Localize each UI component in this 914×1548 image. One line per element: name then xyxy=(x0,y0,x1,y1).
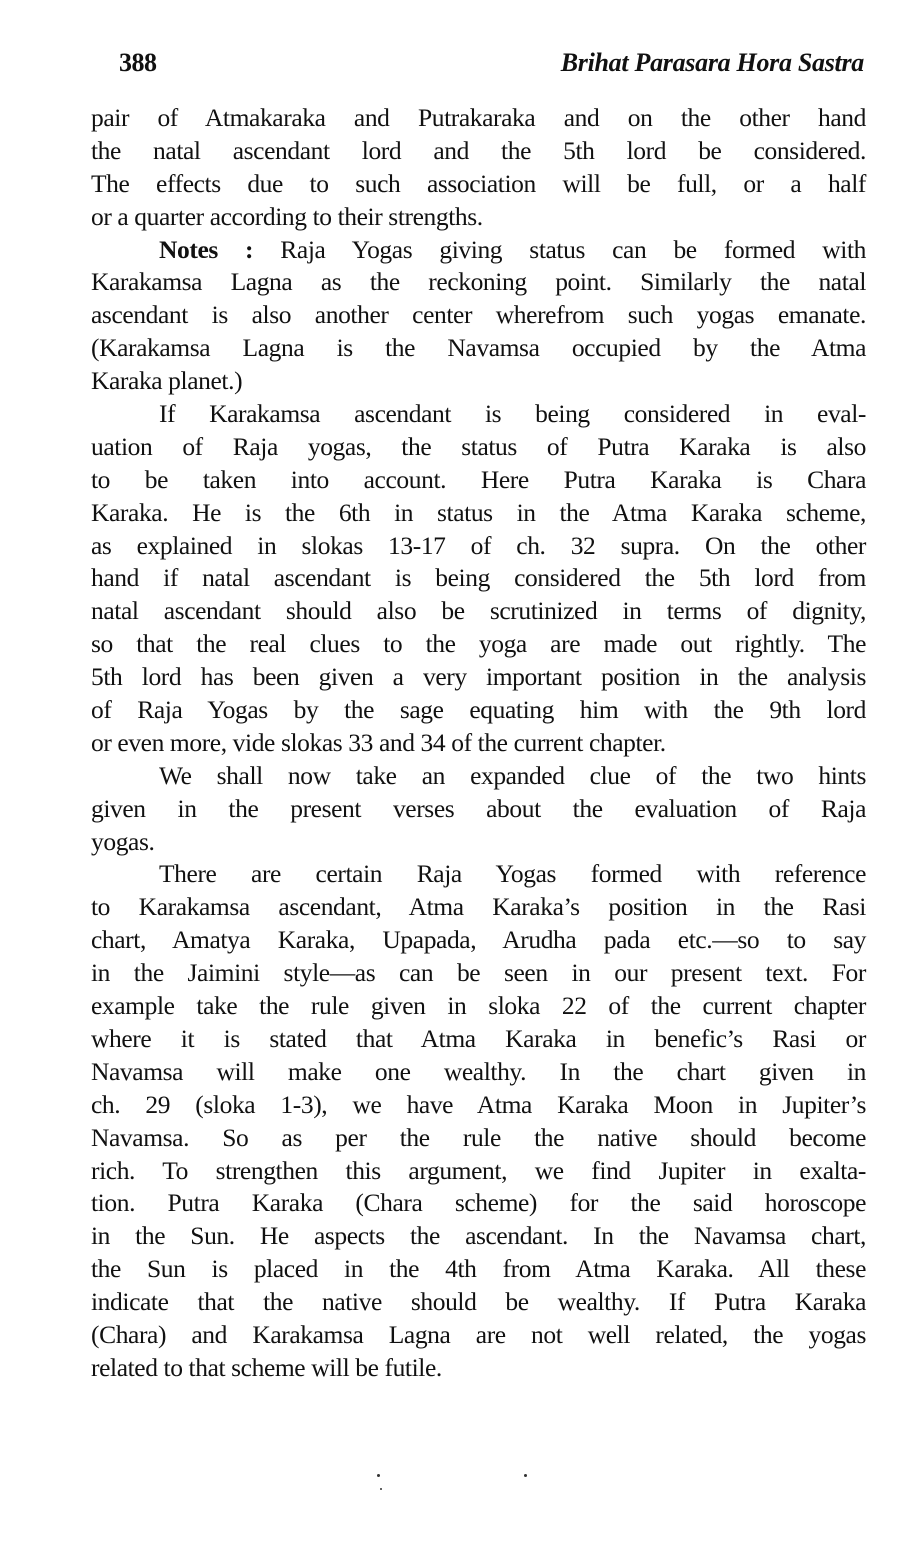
text-line: given in the present verses about the evaluation of Raja xyxy=(91,793,866,823)
text-line: as explained in slokas 13-17 of ch. 32 supra. On the other xyxy=(91,530,866,560)
text-line: ch. 29 (sloka 1-3), we have Atma Karaka Moon in Jupiter’s xyxy=(91,1089,866,1119)
scan-speck xyxy=(377,1474,380,1477)
text-line: or even more, vide slokas 33 and 34 of the current chapter. xyxy=(91,727,666,757)
notes-paragraph xyxy=(91,234,866,398)
text-line: where it is stated that Atma Karaka in benefic’s Rasi or xyxy=(91,1023,866,1053)
text-line: (Karakamsa Lagna is the Navamsa occupied by the Atma xyxy=(91,333,866,363)
text-line: We shall now take an expanded clue of the two hints xyxy=(159,760,866,790)
notes-label: Notes : xyxy=(159,234,254,264)
text-line: ascendant is also another center wherefrom such yogas emanate. xyxy=(91,300,866,330)
text-line: (Chara) and Karakamsa Lagna are not well related, the yogas xyxy=(91,1319,866,1349)
text-line: so that the real clues to the yoga are made out rightly. The xyxy=(91,629,866,659)
paragraph xyxy=(91,760,866,859)
text-span: Raja Yogas giving status can be formed with xyxy=(253,234,866,264)
text-line: yogas. xyxy=(91,826,155,856)
text-line: the natal ascendant lord and the 5th lord be considered. xyxy=(91,135,866,165)
scan-speck xyxy=(524,1474,527,1477)
text-line: example take the rule given in sloka 22 of the current chapter xyxy=(91,991,866,1021)
text-line: related to that scheme will be futile. xyxy=(91,1352,442,1382)
running-head xyxy=(119,48,864,84)
text-line: There are certain Raja Yogas formed with reference xyxy=(159,859,866,889)
text-line: uation of Raja yogas, the status of Putra Karaka is also xyxy=(91,431,866,461)
text-line: 5th lord has been given a very important position in the analysis xyxy=(91,662,866,692)
text-line: Karaka. He is the 6th in status in the Atma Karaka scheme, xyxy=(91,497,866,527)
text-line: natal ascendant should also be scrutinized in terms of dignity, xyxy=(91,596,866,626)
text-line: tion. Putra Karaka (Chara scheme) for the said horoscope xyxy=(91,1188,866,1218)
text-line xyxy=(91,234,866,267)
text-line: Karakamsa Lagna as the reckoning point. Similarly the natal xyxy=(91,267,866,297)
text-line: of Raja Yogas by the sage equating him with the 9th lord xyxy=(91,695,866,725)
text-line: The effects due to such association will be full, or a half xyxy=(91,168,866,198)
text-line: hand if natal ascendant is being considered the 5th lord from xyxy=(91,563,866,593)
book-title: Brihat Parasara Hora Sastra xyxy=(560,48,864,77)
text-line: in the Jaimini style—as can be seen in our present text. For xyxy=(91,958,866,988)
page-number: 388 xyxy=(119,48,157,77)
body-text xyxy=(91,102,866,1385)
text-line: pair of Atmakaraka and Putrakaraka and on the other hand xyxy=(91,103,866,132)
paragraph xyxy=(91,398,866,760)
text-line: or a quarter according to their strengths. xyxy=(91,201,483,231)
text-line: chart, Amatya Karaka, Upapada, Arudha pada etc.—so to say xyxy=(91,925,866,955)
scan-speck xyxy=(380,1488,382,1490)
text-line: to Karakamsa ascendant, Atma Karaka’s position in the Rasi xyxy=(91,892,866,922)
text-line: to be taken into account. Here Putra Karaka is Chara xyxy=(91,464,866,494)
text-line: in the Sun. He aspects the ascendant. In the Navamsa chart, xyxy=(91,1221,866,1251)
paragraph xyxy=(91,858,866,1384)
text-line: If Karakamsa ascendant is being considered in eval- xyxy=(159,399,866,429)
paragraph xyxy=(91,102,866,234)
text-line: rich. To strengthen this argument, we find Jupiter in exalta- xyxy=(91,1155,866,1185)
text-line: Navamsa will make one wealthy. In the chart given in xyxy=(91,1056,866,1086)
text-line: the Sun is placed in the 4th from Atma Karaka. All these xyxy=(91,1254,866,1284)
text-line: Karaka planet.) xyxy=(91,366,243,396)
text-line: Navamsa. So as per the rule the native should become xyxy=(91,1122,866,1152)
text-line: indicate that the native should be wealthy. If Putra Karaka xyxy=(91,1287,866,1317)
